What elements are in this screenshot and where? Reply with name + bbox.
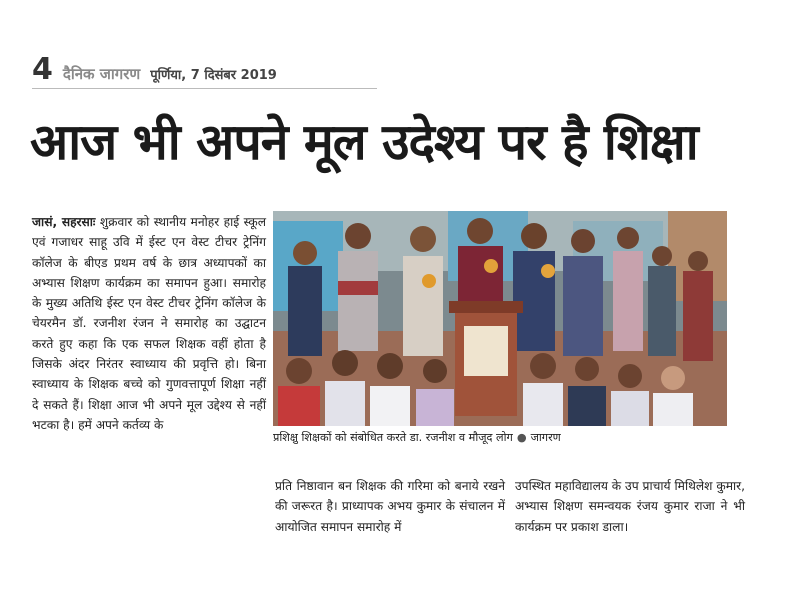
news-photo [273, 211, 727, 426]
headline: आज भी अपने मूल उदेश्य पर है शिक्षा [30, 113, 698, 171]
caption-text: प्रशिक्षु शिक्षकों को संबोधित करते डा. रजनीश व मौजूद लोग [273, 431, 513, 444]
bullet-icon: ● [516, 431, 527, 444]
photo-credit: जागरण [530, 431, 561, 444]
masthead [32, 52, 277, 87]
newspaper-name: दैनिक जागरण [62, 65, 141, 83]
photo-caption [273, 430, 727, 445]
article-column-2: प्रति निष्ठावान बन शिक्षक की गरिमा को बनाये रखने की जरूरत है। प्राध्यापक अभय कुमार के संचालन में आयोजित समापन समारोह में [275, 479, 505, 534]
masthead-divider [32, 88, 377, 89]
edition-dateline: पूर्णिया, 7 दिसंबर 2019 [150, 68, 277, 83]
podium [449, 301, 523, 416]
article-body-col1: शुक्रवार को स्थानीय मनोहर हाई स्कूल एवं गजाधर साहू उवि में ईस्ट एन वेस्ट टीचर ट्रेनिंग कॉलेज के बीएड प्रथम वर्ष के छात्र अध्यापकों का अभ्यास शिक्षण कार्यक्रम का समापन हुआ। समारोह के मुख्य अतिथि ईस्ट एन वेस्ट टीचर ट्रेनिंग कॉलेज के चेयरमैन डॉ. रजनीश रंजन ने समारोह का उद्घाटन करते हुए कहा कि एक सफल शिक्षक वहीं होता है जिसके अंदर निरंतर स्वाध्याय की प्रवृत्ति हो। बिना स्वाध्याय के शिक्षक बच्चे को गुणवत्तापूर्ण शिक्षा नहीं दे सकते हैं। शिक्षा आज भी अपने मूल उद्देश्य से नहीं भटका है। हमें अपने कर्तव्य के [32, 215, 266, 432]
page-number: 4 [32, 52, 53, 87]
article-column-3: उपस्थित महाविद्यालय के उप प्राचार्य मिथिलेश कुमार, अभ्यास शिक्षण समन्वयक रंजय कुमार राजा ने भी कार्यक्रम पर प्रकाश डाला। [515, 479, 745, 534]
article-column-1 [32, 212, 266, 435]
article-dateline: जासं, सहरसाः [32, 215, 96, 229]
